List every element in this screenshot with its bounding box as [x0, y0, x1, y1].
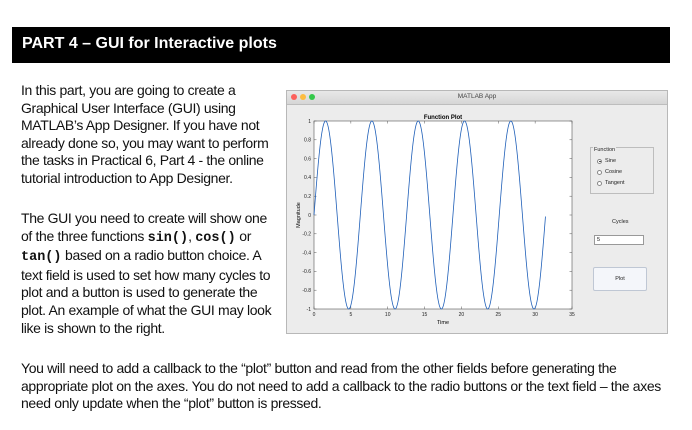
x-tick-label: 0 — [312, 312, 316, 318]
x-axis-label: Time — [436, 320, 450, 326]
p2-or: or — [235, 227, 252, 244]
intro-paragraph: In this part, you are going to create a Graphical User Interface (GUI) using MATLAB’s App Designer. If you have not already done so, you may want to perform the tasks in Practical 6, Part 4 - the online tutorial introduction to App Designer. — [21, 82, 269, 186]
y-tick-label: -0.6 — [302, 269, 311, 276]
radio-cosine[interactable] — [597, 169, 622, 175]
plot-button[interactable]: Plot — [593, 267, 647, 291]
y-tick-label: 1 — [308, 118, 311, 125]
y-tick-label: -0.2 — [302, 231, 311, 238]
y-tick-label: 0.2 — [304, 194, 311, 200]
x-tick-label: 35 — [569, 312, 575, 318]
section-title: PART 4 – GUI for Interactive plots — [22, 35, 277, 52]
y-tick-label: 0.6 — [304, 156, 311, 163]
function-group-title: Function — [594, 147, 616, 153]
y-tick-label: -0.8 — [302, 288, 311, 294]
y-tick-label: 0.8 — [304, 137, 311, 144]
radio-tangent-indicator[interactable] — [597, 181, 602, 186]
p2-comma: , — [188, 227, 196, 244]
x-tick-label: 10 — [384, 312, 391, 318]
code-sin: sin() — [147, 230, 189, 246]
radio-cosine-indicator[interactable] — [597, 170, 602, 175]
cycles-input[interactable]: 5 — [594, 235, 644, 245]
y-tick-label: 0 — [308, 212, 311, 219]
matlab-app-window — [286, 90, 668, 334]
radio-tangent-label: Tangent — [605, 180, 625, 186]
p2-text-post: based on a radio button choice. A text field is used to set how many cycles to plot and a button is used to generate the plot. An example of what the GUI may look like is shown to the right. — [21, 247, 272, 336]
x-tick-label: 25 — [495, 312, 502, 318]
x-tick-label: 20 — [458, 312, 465, 318]
code-tan: tan() — [21, 250, 62, 266]
function-button-group — [590, 147, 654, 194]
radio-sine-indicator[interactable] — [597, 159, 602, 164]
axes-layer — [302, 119, 575, 318]
plot-area — [314, 121, 572, 309]
gui-description-paragraph — [21, 210, 279, 337]
radio-tangent[interactable] — [597, 180, 625, 186]
chart-title: Function Plot — [423, 115, 463, 121]
app-window-title: MATLAB App — [457, 93, 497, 100]
p2-text-pre: The GUI you need to create will show one of the three functions — [21, 210, 267, 244]
radio-sine-label: Sine — [605, 158, 617, 164]
code-cos: cos() — [195, 230, 236, 246]
y-tick-label: -0.4 — [302, 250, 311, 257]
radio-sine[interactable] — [597, 158, 616, 164]
y-tick-label: 0.4 — [304, 175, 311, 182]
y-tick-label: -1 — [306, 306, 311, 313]
callback-paragraph: You will need to add a callback to the “plot” button and read from the other fields before generating the appropriate plot on the axes. You do not need to add a callback to the radio buttons or the text field – the axes need only update when the “plot” button is pressed. — [21, 360, 661, 412]
x-tick-label: 15 — [421, 312, 428, 318]
x-tick-label: 5 — [349, 312, 353, 318]
cycles-label: Cycles — [612, 219, 629, 225]
radio-cosine-label: Cosine — [605, 169, 623, 175]
section-header — [12, 27, 670, 63]
x-tick-label: 30 — [532, 312, 538, 318]
y-axis-label: Magnitude — [296, 202, 302, 228]
function-plot-axes — [287, 91, 667, 333]
